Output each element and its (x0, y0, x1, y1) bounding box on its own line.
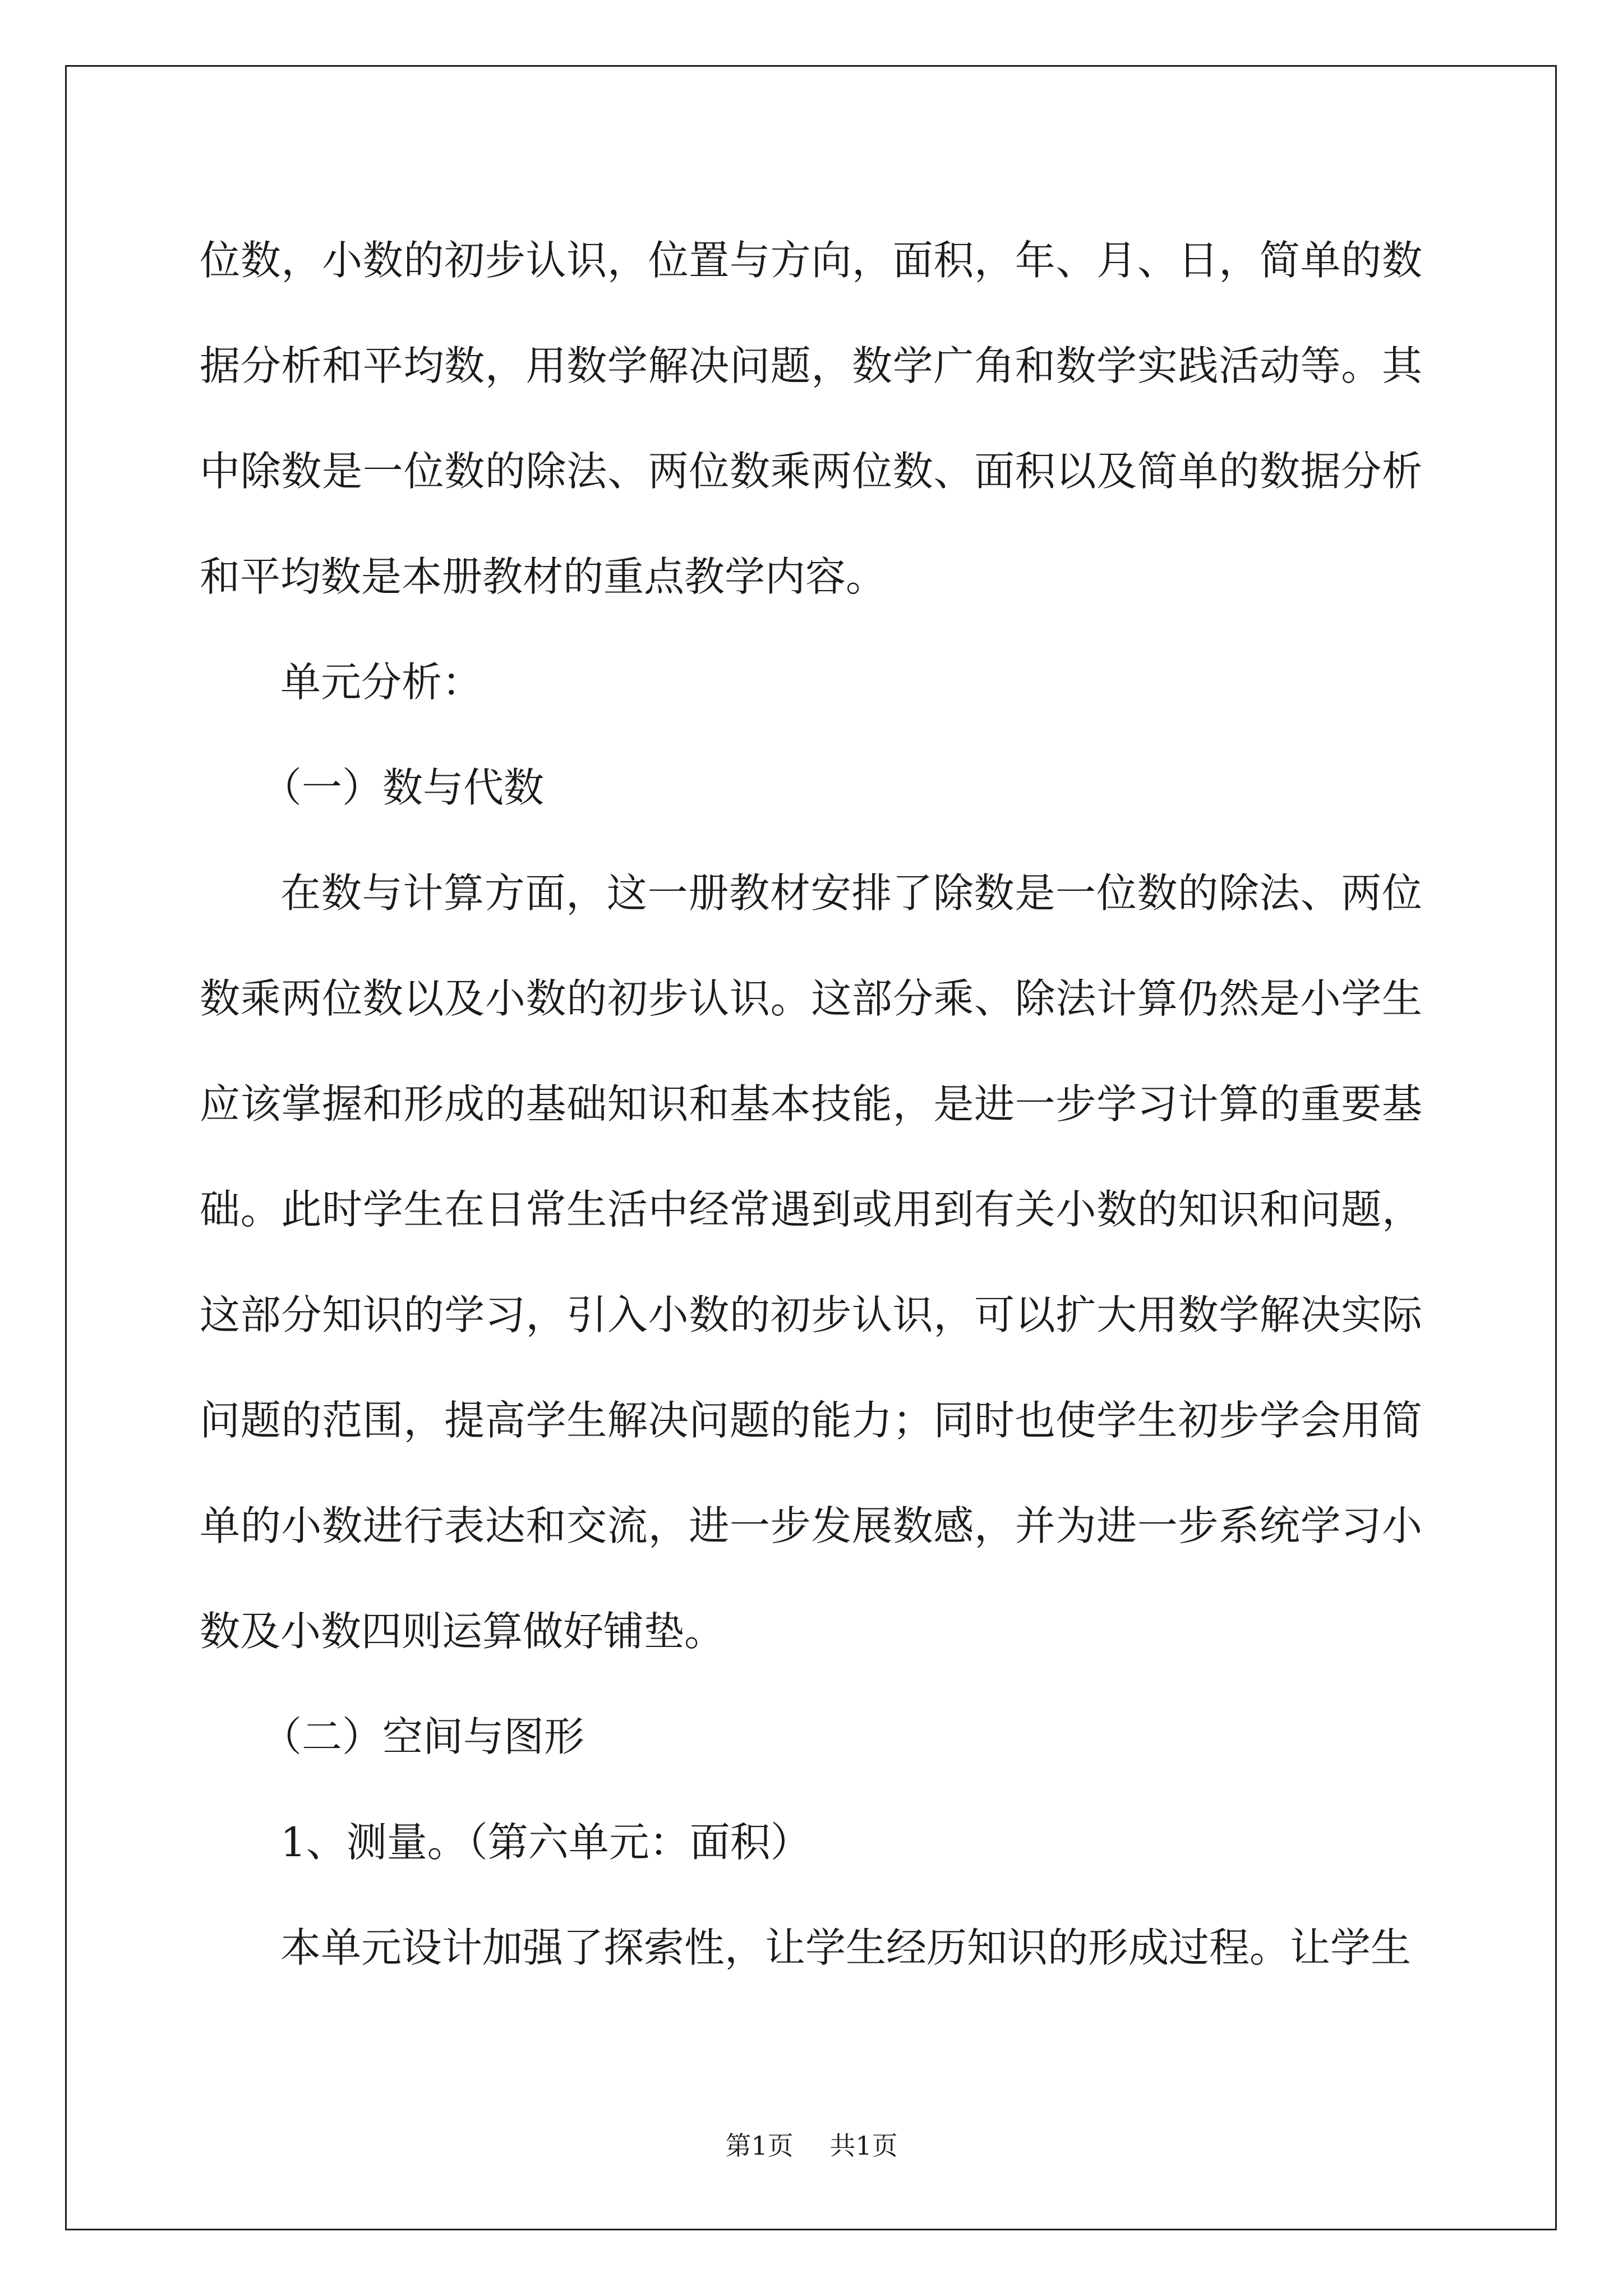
page-footer (0, 2129, 1623, 2162)
page-total: 共1页 (829, 2131, 898, 2161)
heading-unit-analysis: 单元分析： (280, 659, 483, 706)
paragraph-unit-design: 本单元设计加强了探索性，让学生经历知识的形成过程。让学生 (280, 1924, 1412, 1971)
paragraph-calculation: 在数与计算方面，这一册教材安排了除数是一位数的除法、两位数乘两位数以及小数的初步认识。这部分乘、除法计算仍然是小学生应该掌握和形成的基础知识和基本技能，是进一步学习计算的重要基础。此时学生在日常生活中经常遇到或用到有关小数的知识和问题，这部分知识的学习，引入小数的初步认识，可以扩大用数学解决实际问题的范围，提高学生解决问题的能力；同时也使学生初步学会用简单的小数进行表达和交流，进一步发展数感，并为进一步系统学习小数及小数四则运算做好铺垫。 (200, 869, 1422, 1655)
heading-measurement: 1、测量。（第六单元：面积） (280, 1819, 811, 1866)
page-number: 第1页 (725, 2131, 794, 2161)
heading-space-shapes: （二）空间与图形 (261, 1713, 585, 1760)
paragraph-intro: 位数，小数的初步认识，位置与方向，面积，年、月、日，简单的数据分析和平均数，用数学解决问题，数学广角和数学实践活动等。其中除数是一位数的除法、两位数乘两位数、面积以及简单的数据分析和平均数是本册教材的重点教学内容。 (200, 237, 1422, 600)
heading-numbers-algebra: （一）数与代数 (261, 764, 545, 811)
document-body (200, 208, 1422, 2000)
